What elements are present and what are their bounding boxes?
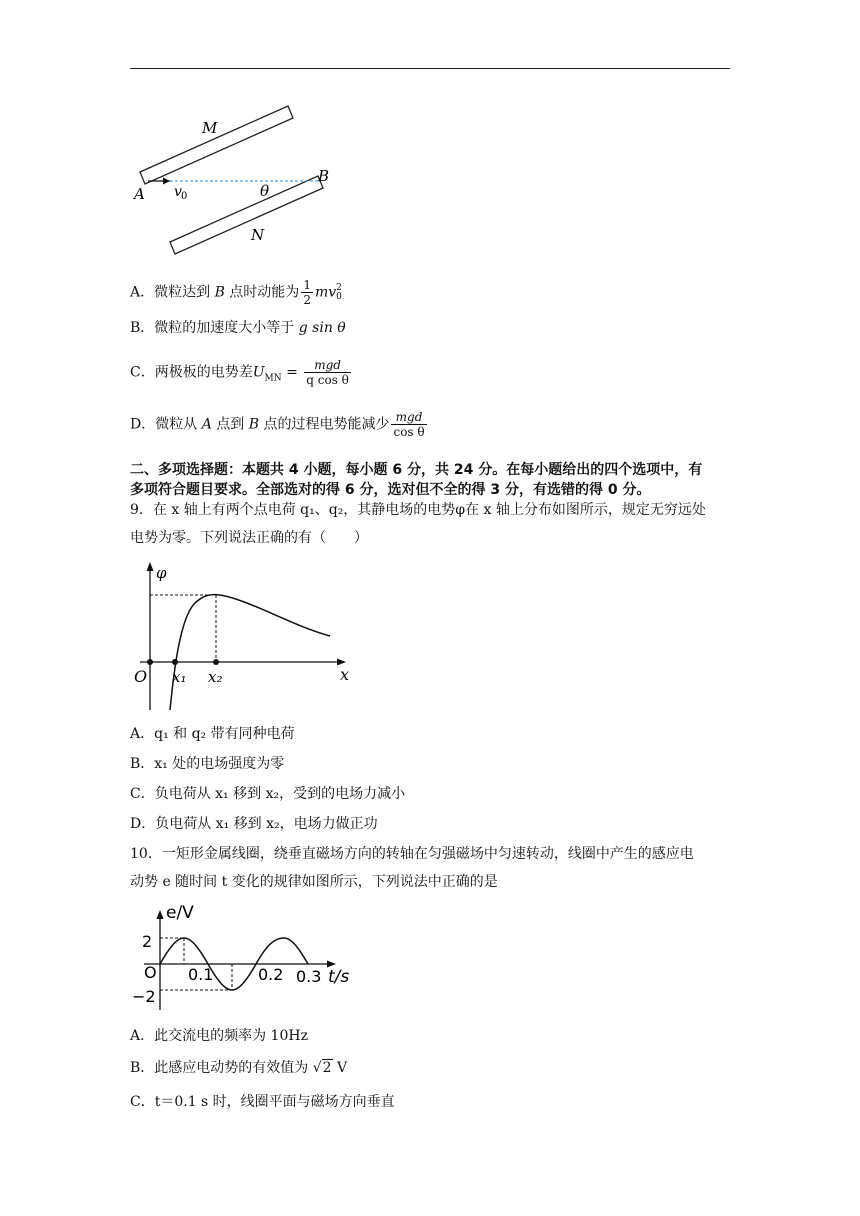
label-v: v (174, 184, 182, 200)
label-b: B (318, 167, 330, 185)
q8-opt-b-text: B．微粒的加速度大小等于 (130, 320, 299, 336)
q10-opt-b-unit: V (332, 1060, 348, 1076)
q10-option-c[interactable]: C．t＝0.1 s 时，线圈平面与磁场方向垂直 (130, 1094, 395, 1110)
q10-opt-b-prefix: B．此感应电动势的有效值为 (130, 1060, 313, 1076)
q8-option-d[interactable] (130, 410, 429, 439)
q9-stem-line1: 9．在 x 轴上有两个点电荷 q₁、q₂，其静电场的电势φ在 x 轴上分布如图所示，规定无穷远处 (130, 502, 706, 518)
label-phi: φ (156, 564, 167, 582)
q8-opt-d-b: B (248, 416, 260, 433)
label-0-3: 0.3 (296, 967, 322, 986)
label-theta: θ (260, 182, 270, 200)
q8-option-a[interactable]: A．微粒达到 B 点时动能为 $\frac{1}{2}$ mv 2 0 (130, 278, 342, 307)
label-2: 2 (142, 932, 153, 951)
q8-option-c[interactable] (130, 358, 353, 388)
q8-opt-c-eq: = (281, 364, 303, 381)
point-x1 (172, 659, 178, 665)
y-axis-arrow-icon (147, 562, 154, 571)
label-o: O (134, 667, 148, 686)
q8-opt-c-var: U (252, 364, 265, 381)
q9-potential-graph (130, 560, 360, 710)
q8-opt-a-mid: 点时动能为 (224, 284, 300, 301)
q8-option-b[interactable] (130, 318, 346, 338)
label-x: x (340, 665, 350, 684)
label-t: t/s (328, 967, 350, 987)
q9-option-b[interactable]: B．x₁ 处的电场强度为零 (130, 756, 285, 772)
q10-emf-graph (130, 898, 360, 1010)
label-v-sub: 0 (181, 191, 188, 202)
q10-stem-line1: 10．一矩形金属线圈，绕垂直磁场方向的转轴在匀强磁场中匀速转动，线圈中产生的感应电 (130, 846, 694, 862)
point-x2 (213, 659, 219, 665)
q9-option-c[interactable]: C．负电荷从 x₁ 移到 x₂，受到的电场力减小 (130, 786, 406, 802)
label-a: A (134, 185, 145, 203)
q9-stem-line2: 电势为零。下列说法正确的有（ ） (130, 530, 368, 546)
label-e: e/V (166, 903, 194, 923)
q8-opt-c-prefix: C．两极板的电势差 (130, 364, 253, 381)
section2-heading-line2: 多项符合题目要求。全部选对的得 6 分，选对但不全的得 3 分，有选错的得 0 分。 (130, 482, 651, 498)
label-x2: x₂ (208, 668, 223, 686)
plate-m (140, 106, 293, 184)
point-origin (147, 659, 153, 665)
q8-opt-d-tail: 点的过程电势能减少 (259, 416, 390, 433)
label-0-1: 0.1 (188, 965, 214, 984)
potential-curve (170, 595, 330, 710)
label-n: N (251, 226, 265, 244)
q9-option-d[interactable]: D．负电荷从 x₁ 移到 x₂，电场力做正功 (130, 816, 378, 832)
q8-opt-a-var: B (214, 284, 225, 301)
q9-option-a[interactable]: A．q₁ 和 q₂ 带有同种电荷 (130, 726, 295, 742)
q8-opt-c-frac: $\frac{\text{mgd}}{\text{q cos θ}}$ (306, 358, 349, 387)
y-axis-arrow-icon (157, 910, 164, 919)
q10-option-a[interactable]: A．此交流电的频率为 10Hz (130, 1028, 308, 1044)
q8-opt-c-sub: MN (264, 373, 282, 384)
label-neg2: −2 (132, 987, 156, 1006)
q8-opt-b-formula: g sin θ (298, 320, 346, 336)
q8-plates-figure (130, 100, 330, 250)
header-rule (130, 68, 730, 69)
q8-opt-d-frac: $\frac{\text{mgd}}{\text{cos θ}}$ (393, 410, 425, 439)
label-m: M (202, 119, 218, 137)
q10-stem-line2: 动势 e 随时间 t 变化的规律如图所示，下列说法中正确的是 (130, 874, 498, 890)
q10-option-b[interactable] (130, 1058, 347, 1078)
plate-n (170, 176, 323, 254)
section2-heading-line1: 二、多项选择题：本题共 4 小题，每小题 6 分，共 24 分。在每小题给出的四个选项中，有 (130, 462, 703, 478)
label-x1: x₁ (172, 668, 187, 686)
q8-opt-a-frac: $\frac{1}{2}$ (303, 278, 311, 307)
q8-opt-a-tail: mv (314, 284, 337, 301)
arrow-head-icon (163, 178, 170, 185)
q8-opt-a-prefix: A．微粒达到 (130, 284, 215, 301)
q8-opt-d-prefix: D．微粒从 (130, 416, 202, 433)
label-0-2: 0.2 (258, 965, 284, 984)
label-o: O (144, 963, 157, 982)
q8-opt-d-mid: 点到 (211, 416, 249, 433)
sqrt-icon: √2 (312, 1060, 332, 1076)
q8-opt-d-a: A (201, 416, 212, 433)
